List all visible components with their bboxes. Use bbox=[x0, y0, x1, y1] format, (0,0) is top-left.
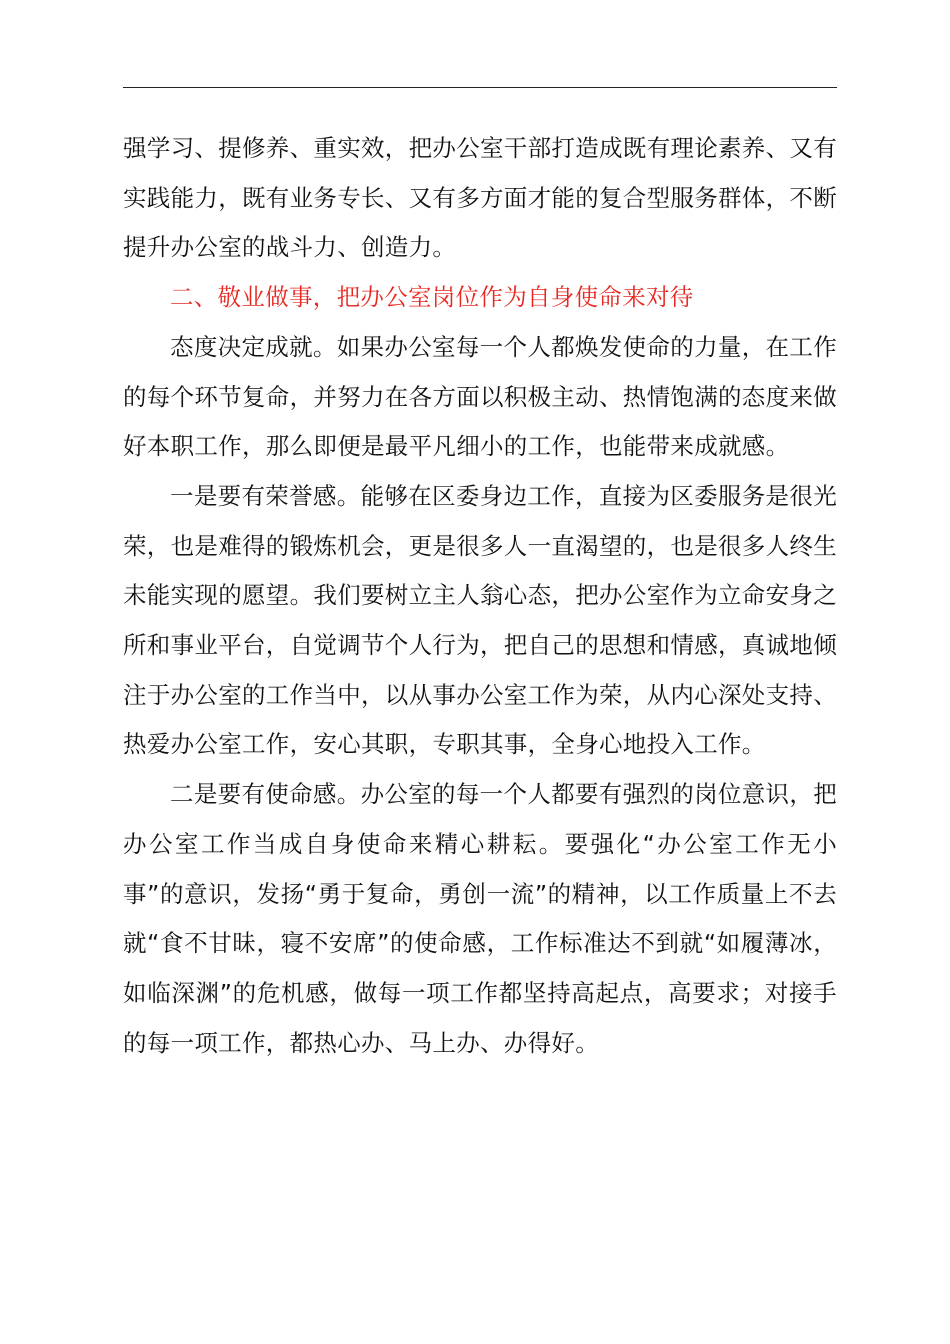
section-heading-2: 二、敬业做事，把办公室岗位作为自身使命来对待 bbox=[170, 283, 694, 312]
paragraph-sense-of-honor: 一是要有荣誉感。能够在区委身边工作，直接为区委服务是很光荣，也是难得的锻炼机会，更是很多人一直渴望的，也是很多人终生未能实现的愿望。我们要树立主人翁心态，把办公室作为立命安身之所和事业平台，自觉调节个人行为，把自己的思想和情感，真诚地倾注于办公室的工作当中，以从事办公室工作为荣，从内心深处支持、热爱办公室工作，安心其职，专职其事，全身心地投入工作。 bbox=[123, 481, 837, 759]
header-rule bbox=[123, 87, 837, 88]
paragraph-sense-of-mission: 二是要有使命感。办公室的每一个人都要有强烈的岗位意识，把办公室工作当成自身使命来精心耕耘。要强化“办公室工作无小事”的意识，发扬“勇于复命，勇创一流”的精神，以工作质量上不去就“食不甘昧，寝不安席”的使命感，工作标准达不到就“如履薄冰，如临深渊”的危机感，做每一项工作都坚持高起点，高要求；对接手的每一项工作，都热心办、马上办、办得好。 bbox=[123, 780, 837, 1057]
document-body bbox=[123, 124, 837, 1068]
paragraph-intro-continuation: 强学习、提修养、重实效，把办公室干部打造成既有理论素养、又有实践能力，既有业务专长、又有多方面才能的复合型服务群体，不断提升办公室的战斗力、创造力。 bbox=[123, 134, 837, 262]
paragraph-attitude: 态度决定成就。如果办公室每一个人都焕发使命的力量，在工作的每个环节复命，并努力在各方面以积极主动、热情饱满的态度来做好本职工作，那么即便是最平凡细小的工作，也能带来成就感。 bbox=[123, 332, 837, 461]
